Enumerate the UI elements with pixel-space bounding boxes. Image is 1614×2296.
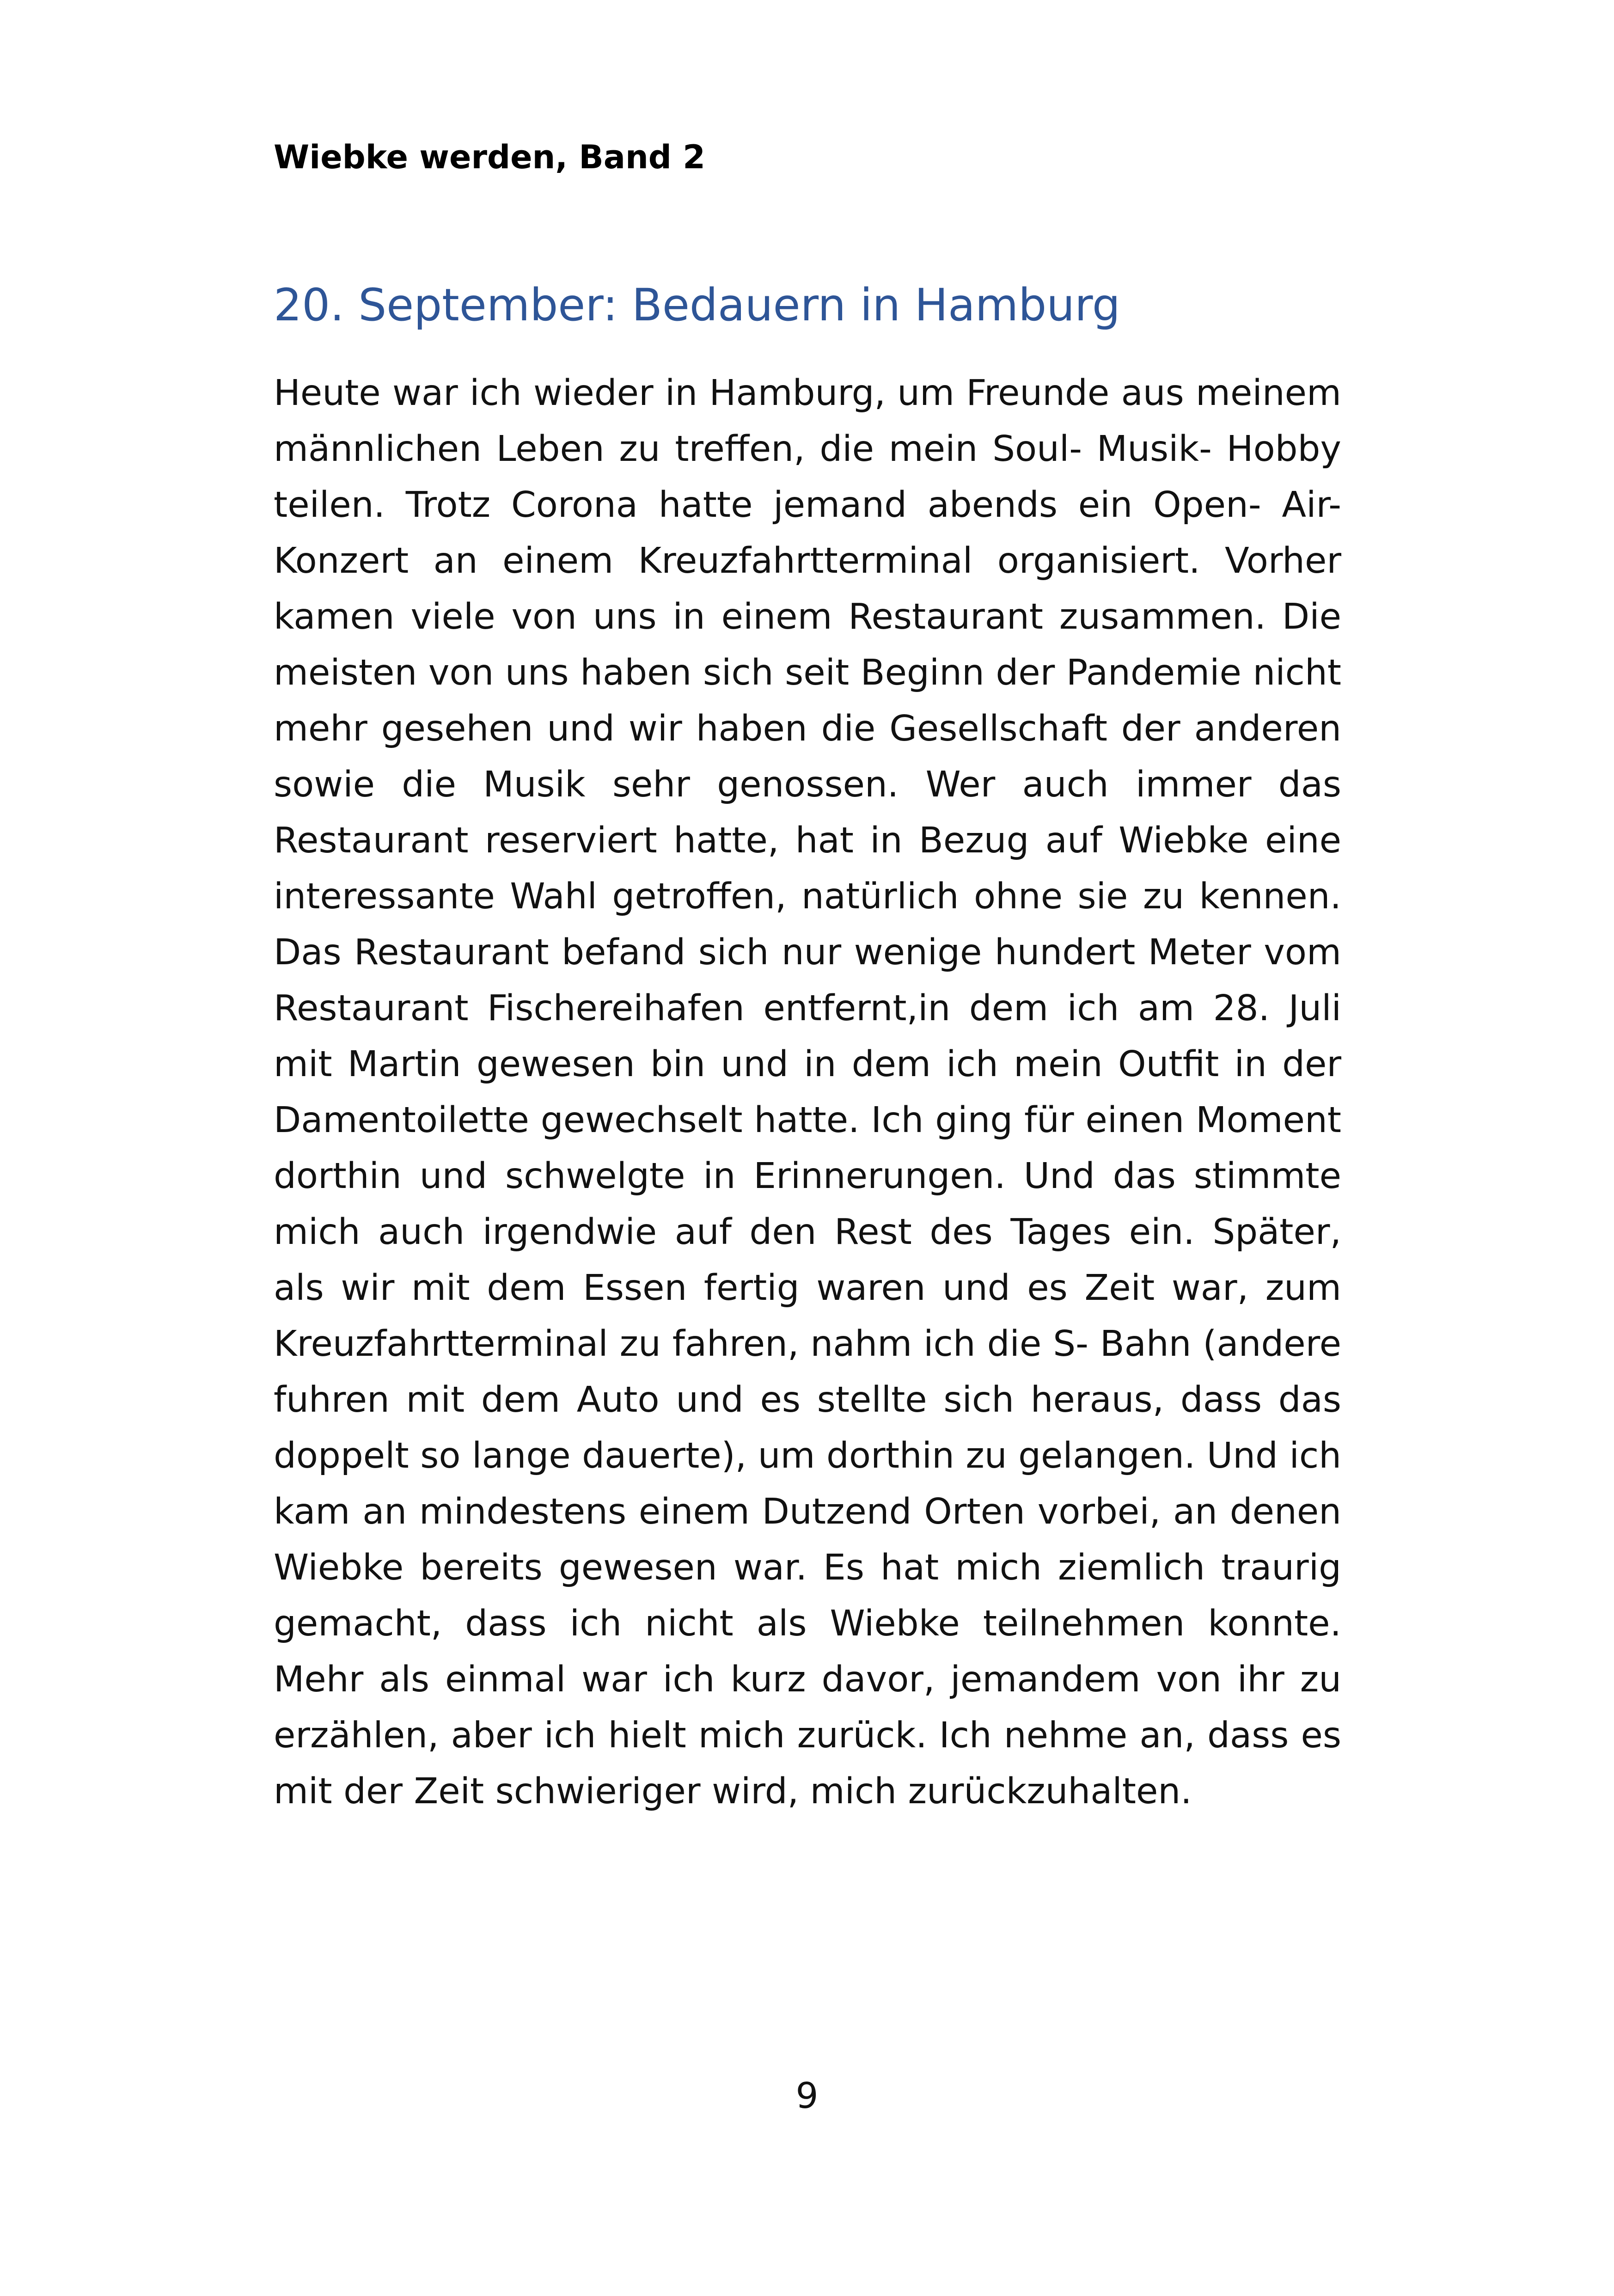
- chapter-body-text: Heute war ich wieder in Hamburg, um Freunde aus meinem männlichen Leben zu treffen, die mein Soul- Musik- Hobby teilen. Trotz Corona hatte jemand abends ein Open- Air-Konzert an einem Kreuzfahrtterminal organisiert. Vorher kamen viele von uns in einem Restaurant zusammen. Die meisten von uns haben sich seit Beginn der Pandemie nicht mehr gesehen und wir haben die Gesellschaft der anderen sowie die Musik sehr genossen. Wer auch immer das Restaurant reserviert hatte, hat in Bezug auf Wiebke eine interessante Wahl getroffen, natürlich ohne sie zu kennen. Das Restaurant befand sich nur wenige hundert Meter vom Restaurant Fischereihafen entfernt,in dem ich am 28. Juli mit Martin gewesen bin und in dem ich mein Outfit in der Damentoilette gewechselt hatte. Ich ging für einen Moment dorthin und schwelgte in Erinnerungen. Und das stimmte mich auch irgendwie auf den Rest des Tages ein. Später, als wir mit dem Essen fertig waren und es Zeit war, zum Kreuzfahrtterminal zu fahren, nahm ich die S- Bahn (andere fuhren mit dem Auto und es stellte sich heraus, dass das doppelt so lange dauerte), um dorthin zu gelangen. Und ich kam an mindestens einem Dutzend Orten vorbei, an denen Wiebke bereits gewesen war. Es hat mich ziemlich traurig gemacht, dass ich nicht als Wiebke teilnehmen konnte. Mehr als einmal war ich kurz davor, jemandem von ihr zu erzählen, aber ich hielt mich zurück. Ich nehme an, dass es mit der Zeit schwieriger wird, mich zurückzuhalten.: [274, 373, 1341, 1812]
- running-header: Wiebke werden, Band 2: [274, 138, 705, 176]
- chapter-title: 20. September: Bedauern in Hamburg: [274, 279, 1120, 331]
- page-number: 9: [795, 2076, 819, 2117]
